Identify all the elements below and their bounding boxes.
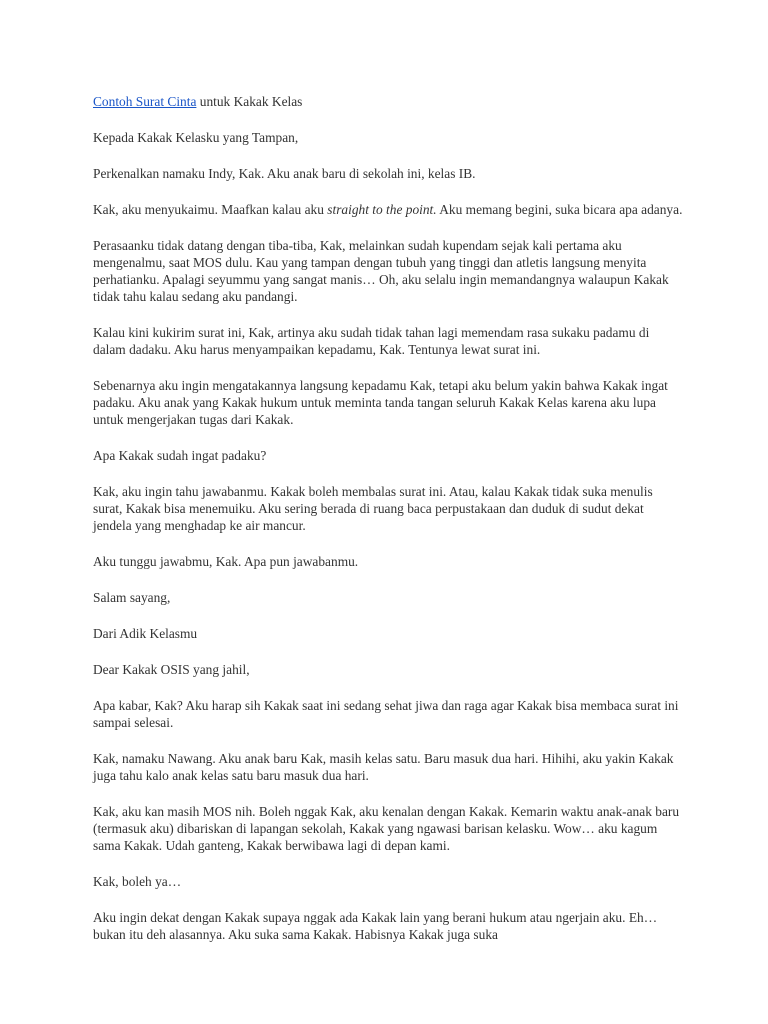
- letter1-signature: Dari Adik Kelasmu: [93, 626, 198, 641]
- letter1-paragraph-8: Aku tunggu jawabmu, Kak. Apa pun jawabanmu.: [93, 554, 359, 569]
- letter1-greeting: Kepada Kakak Kelasku yang Tampan,: [93, 130, 299, 145]
- letter2-paragraph-1: Apa kabar, Kak? Aku harap sih Kakak saat ini sedang sehat jiwa dan raga agar Kakak bisa membaca surat ini sampai selesai.: [93, 698, 679, 730]
- letter1-paragraph-5: Sebenarnya aku ingin mengatakannya langsung kepadamu Kak, tetapi aku belum yakin bahwa Kakak ingat padaku. Aku anak yang Kakak hukum untuk meminta tanda tangan seluruh Kakak Kelas karena aku lupa untuk mengerjakan tugas dari Kakak.: [93, 378, 668, 427]
- document-page: [93, 93, 683, 962]
- letter2-greeting: Dear Kakak OSIS yang jahil,: [93, 662, 250, 677]
- title-rest: untuk Kakak Kelas: [196, 94, 303, 109]
- letter1-paragraph-3: Perasaanku tidak datang dengan tiba-tiba, Kak, melainkan sudah kupendam sejak kali pertama aku mengenalmu, saat MOS dulu. Kau yang tampan dengan tubuh yang tinggi dan atletis langsung menyita perhatianku. Apalagi seyummu yang sangat manis… Oh, aku selalu ingin memandangnya walaupun Kakak tidak tahu kalau sedang aku pandangi.: [93, 238, 669, 304]
- letter1-paragraph-2: [93, 201, 683, 218]
- letter1-p2-after: Aku memang begini, suka bicara apa adanya.: [436, 202, 683, 217]
- letter1-paragraph-7: Kak, aku ingin tahu jawabanmu. Kakak boleh membalas surat ini. Atau, kalau Kakak tidak suka menulis surat, Kakak bisa menemuiku. Aku sering berada di ruang baca perpustakaan dan duduk di sudut dekat jendela yang menghadap ke air mancur.: [93, 484, 653, 533]
- title-link[interactable]: Contoh Surat Cinta: [93, 94, 197, 109]
- letter2-paragraph-3: Kak, aku kan masih MOS nih. Boleh nggak Kak, aku kenalan dengan Kakak. Kemarin waktu anak-anak baru (termasuk aku) dibariskan di lapangan sekolah, Kakak yang ngawasi barisan kelasku. Wow… aku kagum sama Kakak. Udah ganteng, Kakak berwibawa lagi di depan kami.: [93, 804, 680, 853]
- letter1-paragraph-6: Apa Kakak sudah ingat padaku?: [93, 448, 267, 463]
- letter1-p2-before: Kak, aku menyukaimu. Maafkan kalau aku: [93, 202, 328, 217]
- letter2-paragraph-2: Kak, namaku Nawang. Aku anak baru Kak, masih kelas satu. Baru masuk dua hari. Hihihi, aku yakin Kakak juga tahu kalo anak kelas satu baru masuk dua hari.: [93, 751, 674, 783]
- letter1-p2-italic: straight to the point.: [327, 202, 437, 217]
- letter2-paragraph-4: Kak, boleh ya…: [93, 874, 182, 889]
- letter1-closing: Salam sayang,: [93, 590, 171, 605]
- letter1-paragraph-4: Kalau kini kukirim surat ini, Kak, artinya aku sudah tidak tahan lagi memendam rasa sukaku padamu di dalam dadaku. Aku harus menyampaikan kepadamu, Kak. Tentunya lewat surat ini.: [93, 325, 650, 357]
- letter2-paragraph-5: Aku ingin dekat dengan Kakak supaya nggak ada Kakak lain yang berani hukum atau ngerjain aku. Eh… bukan itu deh alasannya. Aku suka sama Kakak. Habisnya Kakak juga suka: [93, 910, 658, 942]
- letter1-paragraph-1: Perkenalkan namaku Indy, Kak. Aku anak baru di sekolah ini, kelas IB.: [93, 166, 476, 181]
- document-title: [93, 93, 683, 110]
